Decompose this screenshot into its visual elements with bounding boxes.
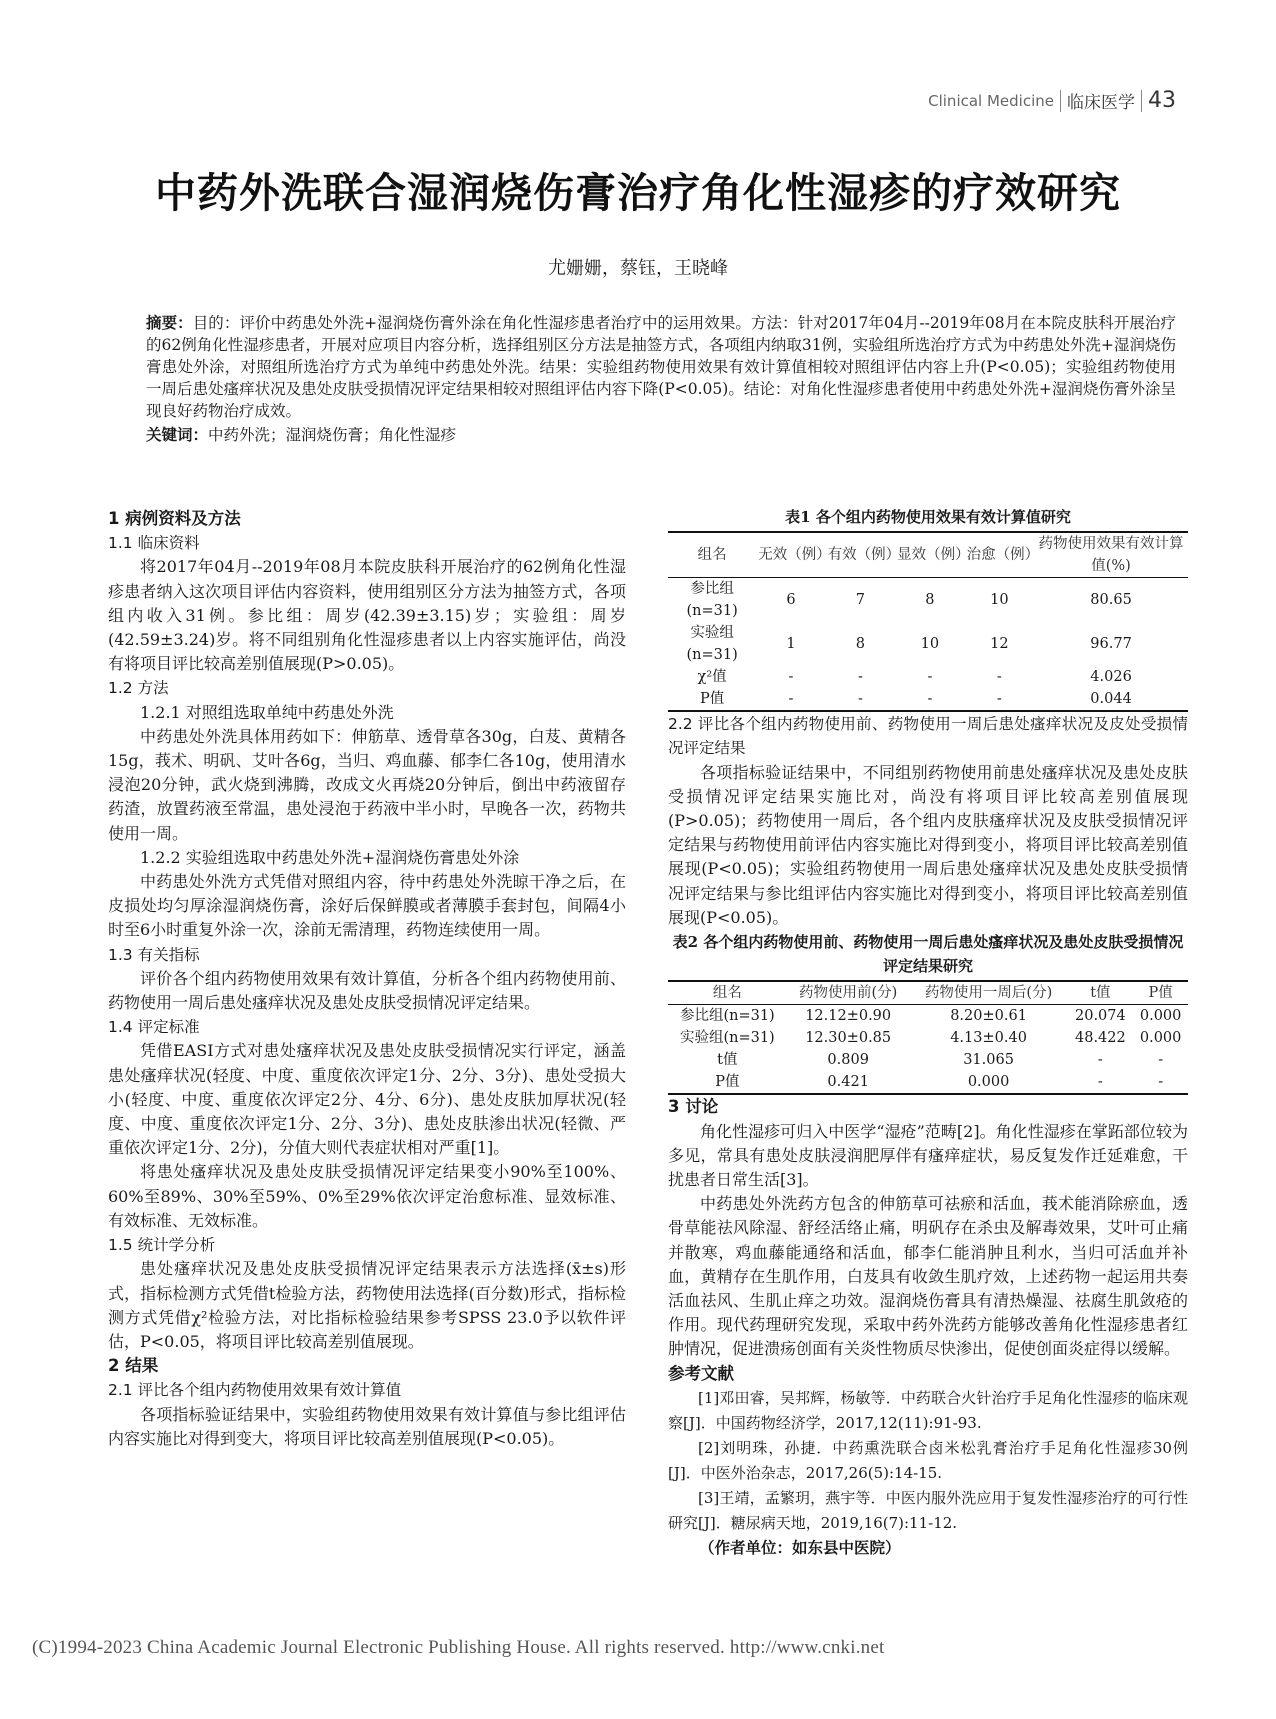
- table-cell: 0.809: [827, 1052, 869, 1069]
- table-cell: 8: [855, 636, 866, 653]
- paragraph: 将2017年04月--2019年08月本院皮肤科开展治疗的62例角化性湿疹患者纳入这次项目评估内容资料，使用组别区分方法为抽签方式，各项组内收入31例。参比组：周岁(42.39±3.15)岁；实验组：周岁(42.59±3.24)岁。将不同组别角化性湿疹患者以上内容实施评估，尚没有将项目评比较高差别值展现(P>0.05)。: [108, 557, 626, 674]
- table-cell: 4.13±0.40: [950, 1030, 1027, 1047]
- table-cell: 8.20±0.61: [950, 1008, 1027, 1025]
- table-cell: 0.000: [1139, 1030, 1182, 1047]
- left-column: [108, 507, 626, 1451]
- paragraph: 中药患处外洗药方包含的伸筋草可祛瘀和活血，莪术能消除瘀血，透骨草能祛风除湿、舒经活络止痛，明矾存在杀虫及解毒效果，艾叶可止痛并散寒，鸡血藤能通络和活血，郁李仁能消肿且利水，当归可活血并补血，黄精存在生肌作用，白芨具有收敛生肌疗效，上述药物一起运用共奏活血祛风、生肌止痒之功效。湿润烧伤膏具有清热燥湿、祛腐生肌敛疮的作用。现代药理研究发现，采取中药外洗药方能够改善角化性湿疹患者红肿情况，促进溃疡创面有关炎性物质尽快渗出，促使创面炎症得以缓解。: [668, 1194, 1188, 1359]
- table-cell: -: [788, 669, 794, 686]
- table-row: [668, 1027, 1188, 1049]
- abstract-label: 摘要：: [146, 314, 193, 332]
- authors: 尤姗姗，蔡钰，王晓峰: [548, 258, 728, 279]
- table-cell: P值: [668, 688, 756, 711]
- right-column: [668, 505, 1188, 1560]
- section-heading: 1 病例资料及方法: [108, 509, 241, 528]
- reference-item: [2]刘明珠，孙捷．中药熏洗联合卤米松乳膏治疗手足角化性湿疹30例[J]．中医外治杂志，2017,26(5):14-15.: [668, 1438, 1188, 1482]
- table2-caption: 表2 各个组内药物使用前、药物使用一周后患处瘙痒状况及患处皮肤受损情况评定结果研究: [672, 933, 1184, 976]
- table1: [668, 531, 1188, 712]
- table2-header-cell: t值: [1067, 981, 1133, 1005]
- subsection-heading: 1.2 方法: [108, 679, 169, 698]
- abstract: [146, 312, 1176, 422]
- table-cell: 20.074: [1075, 1008, 1126, 1025]
- table-row: [668, 1049, 1188, 1071]
- table1-header-cell: 治愈（例）: [965, 532, 1034, 578]
- paragraph: 各项指标验证结果中，实验组药物使用效果有效计算值与参比组评估内容实施比对得到变大，将项目评比较高差别值展现(P<0.05)。: [108, 1404, 626, 1448]
- table-cell: 12: [990, 636, 1009, 653]
- table-cell: 48.422: [1075, 1030, 1126, 1047]
- table-cell: 实验组(n=31): [686, 625, 738, 664]
- table-cell: -: [826, 688, 895, 711]
- table-cell: 80.65: [1090, 592, 1132, 609]
- table2-header-cell: 药物使用一周后(分): [910, 981, 1068, 1005]
- subsubsection-heading: 1.2.2 实验组选取中药患处外洗+湿润烧伤膏患处外涂: [140, 847, 520, 867]
- header-divider: [1060, 90, 1061, 112]
- table1-header-cell: 显效（例）: [895, 532, 964, 578]
- references-heading: 参考文献: [668, 1363, 734, 1383]
- table-cell: -: [857, 669, 863, 686]
- table-row: [668, 1005, 1188, 1028]
- table-cell: 0.000: [1139, 1008, 1182, 1025]
- section-heading: 3 讨论: [668, 1097, 719, 1117]
- table-cell: 10: [920, 636, 940, 653]
- table-cell: 6: [786, 592, 796, 609]
- paragraph: 凭借EASI方式对患处瘙痒状况及患处皮肤受损情况实行评定，涵盖患处瘙痒状况(轻度、中度、重度依次评定1分、2分、3分)、患处受损大小(轻度、中度、重度依次评定2分、4分、6分)、患处皮肤加厚状况(轻度、中度、重度依次评定1分、2分、3分)、患处皮肤渗出状况(轻微、严重依次评定1分、2分)，分值大则代表症状相对严重[1]。: [108, 1041, 626, 1158]
- keywords-text: 中药外洗；湿润烧伤膏；角化性湿疹: [208, 426, 457, 444]
- running-head: [928, 88, 1176, 113]
- table2-header-cell: 组名: [668, 981, 787, 1005]
- section-heading: 2 结果: [108, 1356, 159, 1376]
- abstract-text: 目的：评价中药患处外洗+湿润烧伤膏外涂在角化性湿疹患者治疗中的运用效果。方法：针对2017年04月--2019年08月在本院皮肤科开展治疗的62例角化性湿疹患者，开展对应项目内容分析，选择组别区分方法是抽签方式，各项组内纳取31例，实验组所选治疗方式为中药患处外洗+湿润烧伤膏患处外涂，对照组所选治疗方式为单纯中药患处外洗。结果：实验组药物使用效果有效计算值相较对照组评估内容上升(P<0.05)；实验组药物使用一周后患处瘙痒状况及患处皮肤受损情况评定结果相较对照组评估内容下降(P<0.05)。结论：对角化性湿疹患者使用中药患处外洗+湿润烧伤膏外涂呈现良好药物治疗成效。: [146, 314, 1176, 420]
- table-cell: 12.12±0.90: [805, 1008, 892, 1025]
- table-cell: -: [1133, 1071, 1188, 1094]
- table-cell: 1: [786, 636, 796, 653]
- paragraph: 评价各个组内药物使用效果有效计算值，分析各个组内药物使用前、药物使用一周后患处瘙痒状况及患处皮肤受损情况评定结果。: [108, 968, 626, 1013]
- table-cell: 0.000: [910, 1071, 1068, 1094]
- paper-title: 中药外洗联合湿润烧伤膏治疗角化性湿疹的疗效研究: [155, 169, 1121, 217]
- subsection-heading: 1.4 评定标准: [108, 1018, 200, 1037]
- table-cell: -: [1097, 1052, 1103, 1069]
- reference-item: [1]邓田睿，吴邦辉，杨敏等．中药联合火针治疗手足角化性湿疹的临床观察[J]．中国药物经济学，2017,12(11):91-93.: [668, 1388, 1188, 1432]
- table-cell: -: [756, 688, 825, 711]
- subsubsection-heading: 1.2.1 对照组选取单纯中药患处外洗: [140, 702, 394, 722]
- paragraph: 中药患处外洗方式凭借对照组内容，待中药患处外洗晾干净之后，在皮损处均匀厚涂湿润烧伤膏，涂好后保鲜膜或者薄膜手套封包，间隔4小时至6小时重复外涂一次，涂前无需清理，药物连续使用一周。: [108, 872, 626, 940]
- table1-caption: 表1 各个组内药物使用效果有效计算值研究: [785, 508, 1071, 526]
- table-row: [668, 578, 1188, 623]
- table-cell: 0.421: [787, 1071, 910, 1094]
- journal-name-cn: 临床医学: [1067, 93, 1135, 113]
- table-cell: 31.065: [963, 1052, 1014, 1069]
- table2-header-cell: P值: [1133, 981, 1188, 1005]
- keywords: [146, 424, 1176, 446]
- subsection-heading: 2.2 评比各个组内药物使用前、药物使用一周后患处瘙痒状况及皮处受损情况评定结果: [668, 715, 1188, 758]
- reference-item: [3]王靖，孟繁玥，燕宇等．中医内服外洗应用于复发性湿疹治疗的可行性研究[J]．糖尿病天地，2019,16(7):11-12.: [668, 1488, 1188, 1532]
- subsection-heading: 1.3 有关指标: [108, 945, 200, 964]
- table1-header-cell: 组名: [668, 532, 756, 578]
- table-cell: 7: [855, 592, 866, 609]
- table-cell: P值: [668, 1071, 787, 1094]
- table1-header-cell: 药物使用效果有效计算值(%): [1034, 532, 1188, 578]
- table-cell: 参比组(n=31): [679, 1008, 775, 1025]
- table-row: [668, 1071, 1188, 1094]
- table-cell: χ²值: [697, 669, 727, 686]
- abstract-block: [146, 312, 1176, 446]
- copyright-footer: (C)1994-2023 China Academic Journal Electronic Publishing House. All rights reserved. http://www.cnki.net: [32, 1637, 885, 1658]
- paragraph: 将患处瘙痒状况及患处皮肤受损情况评定结果变小90%至100%、60%至89%、30%至59%、0%至29%依次评定治愈标准、显效标准、有效标准、无效标准。: [108, 1162, 626, 1230]
- author-affiliation: （作者单位：如东县中医院）: [699, 1538, 901, 1557]
- paragraph: 患处瘙痒状况及患处皮肤受损情况评定结果表示方法选择(x̄±s)形式，指标检测方式凭借t检验方法，药物使用法选择(百分数)形式，指标检测方式凭借χ²检验方法，对比指标检验结果参考SPSS 23.0予以软件评估，P<0.05，将项目评比较高差别值展现。: [108, 1259, 626, 1351]
- journal-name-en: Clinical Medicine: [928, 91, 1054, 110]
- table2-header-cell: 药物使用前(分): [787, 981, 910, 1005]
- table-cell: -: [965, 688, 1034, 711]
- table-cell: 8: [925, 592, 935, 609]
- table1-header-cell: 有效（例）: [826, 532, 895, 578]
- table-cell: 0.044: [1034, 688, 1188, 711]
- table-cell: 参比组(n=31): [686, 581, 738, 620]
- table1-header-cell: 无效（例）: [756, 532, 825, 578]
- paragraph: 中药患处外洗具体用药如下：伸筋草、透骨草各30g，白芨、黄精各15g，莪术、明矾、艾叶各6g，当归、鸡血藤、郁李仁各10g，使用清水浸泡20分钟，武火烧到沸腾，改成文火再烧20分钟后，倒出中药液留存药渣，放置药液至常温，患处浸泡于药液中半小时，早晚各一次，药物共使用一周。: [108, 726, 626, 843]
- subsection-heading: 1.1 临床资料: [108, 534, 200, 553]
- table-cell: -: [927, 669, 933, 686]
- table-row: [668, 622, 1188, 666]
- table2: [668, 980, 1188, 1095]
- table-row: [668, 666, 1188, 688]
- table-cell: 10: [990, 592, 1009, 609]
- table-cell: -: [1158, 1052, 1164, 1069]
- table-cell: -: [996, 669, 1002, 686]
- table-cell: 12.30±0.85: [805, 1030, 892, 1047]
- subsection-heading: 2.1 评比各个组内药物使用效果有效计算值: [108, 1381, 402, 1400]
- subsection-heading: 1.5 统计学分析: [108, 1236, 216, 1255]
- table-cell: -: [895, 688, 964, 711]
- paragraph: 各项指标验证结果中，不同组别药物使用前患处瘙痒状况及患处皮肤受损情况评定结果实施比对，尚没有将项目评比较高差别值展现(P>0.05)；药物使用一周后，各个组内皮肤瘙痒状况及皮肤受损情况评定结果与药物使用前评估内容实施比对得到变小，将项目评比较高差别值展现(P<0.05)；实验组药物使用一周后患处瘙痒状况及患处皮肤受损情况评定结果与参比组评估内容实施比对得到变小，将项目评比较高差别值展现(P<0.05)。: [668, 762, 1188, 927]
- paragraph: 角化性湿疹可归入中医学“湿疮”范畴[2]。角化性湿疹在掌跖部位较为多见，常具有患处皮肤浸润肥厚伴有瘙痒症状，易反复发作迁延难愈，干扰患者日常生活[3]。: [668, 1121, 1188, 1190]
- keywords-label: 关键词：: [146, 426, 209, 444]
- page-number: 43: [1148, 88, 1176, 113]
- table-cell: t值: [717, 1052, 738, 1069]
- table-cell: 96.77: [1090, 636, 1132, 653]
- header-divider: [1141, 90, 1142, 112]
- table-row: [668, 688, 1188, 711]
- table-cell: 4.026: [1090, 669, 1132, 686]
- table-cell: -: [1067, 1071, 1133, 1094]
- table-cell: 实验组(n=31): [679, 1030, 775, 1047]
